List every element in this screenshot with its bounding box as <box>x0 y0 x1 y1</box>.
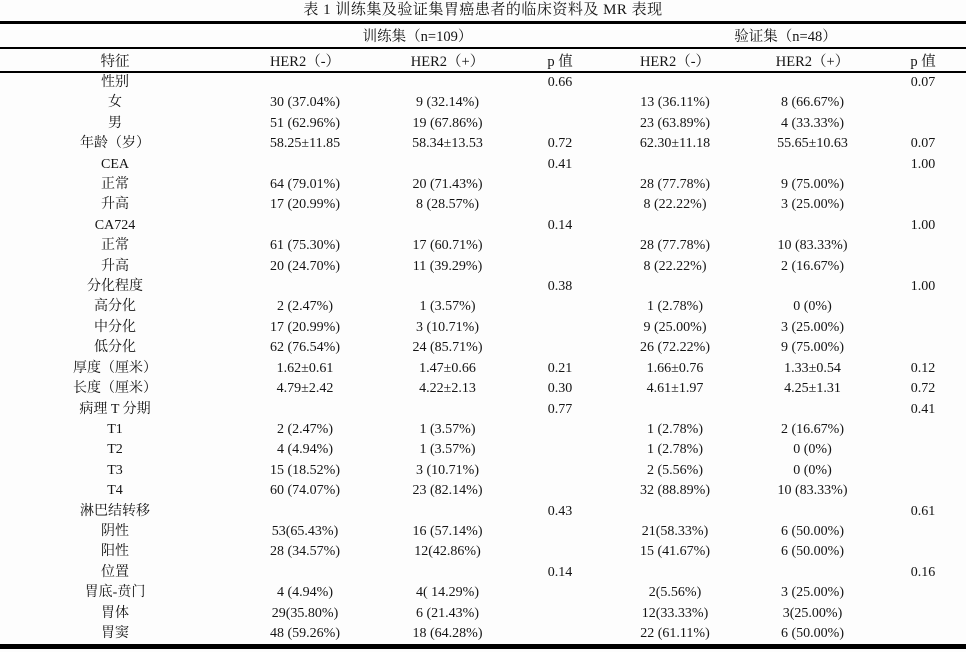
table-cell: 1 (3.57%) <box>419 442 476 458</box>
table-cell <box>880 542 966 562</box>
table-cell: 1 (2.78%) <box>647 421 703 437</box>
table-cell: 62.30±11.18 <box>639 136 711 152</box>
table-cell: 胃窦 <box>101 625 129 641</box>
table-row <box>0 318 966 338</box>
table-cell: 28 (34.57%) <box>270 544 340 560</box>
table-cell: 13 (36.11%) <box>640 95 710 111</box>
table-row <box>0 175 966 195</box>
table-cell: 10 (83.33%) <box>777 483 848 499</box>
table-row <box>0 155 966 175</box>
table-cell: 6 (50.00%) <box>781 544 844 560</box>
table-cell <box>880 175 966 195</box>
table-cell: 10 (83.33%) <box>777 238 848 254</box>
table-cell: 低分化 <box>94 340 136 356</box>
table-cell: 0 (0%) <box>793 442 832 458</box>
table-cell <box>880 318 966 338</box>
table-cell <box>515 338 605 358</box>
table-cell <box>515 604 605 624</box>
table-cell: 0.21 <box>547 360 573 376</box>
table-cell: 中分化 <box>94 319 136 335</box>
table-cell: 4 (4.94%) <box>277 442 333 458</box>
group-header-validation-set: 验证集（n=48） <box>605 23 966 49</box>
clinical-data-table <box>0 21 966 649</box>
table-cell: 升高 <box>101 258 129 274</box>
table-cell: 61 (75.30%) <box>270 238 340 254</box>
table-cell: 2 (2.47%) <box>277 421 333 437</box>
table-cell: 1.00 <box>910 279 936 295</box>
table-cell <box>880 338 966 358</box>
table-cell: 9 (32.14%) <box>416 95 479 111</box>
table-cell <box>880 604 966 624</box>
table-cell: 3 (25.00%) <box>781 197 844 213</box>
table-cell: 4.25±1.31 <box>784 381 841 397</box>
table-cell: 1.66±0.76 <box>646 360 704 376</box>
table-cell <box>605 400 745 420</box>
column-header-row <box>0 48 966 72</box>
table-cell: 12(33.33%) <box>641 605 709 621</box>
table-cell: 4( 14.29%) <box>416 585 479 601</box>
table-cell <box>605 277 745 297</box>
table-cell: 8 (22.22%) <box>643 258 707 274</box>
table-cell: 1 (3.57%) <box>419 421 476 437</box>
table-cell: 正常 <box>101 238 129 254</box>
table-cell <box>515 175 605 195</box>
table-cell <box>880 297 966 317</box>
table-cell <box>745 563 880 583</box>
table-row <box>0 359 966 379</box>
table-cell: 6 (21.43%) <box>416 605 479 621</box>
table-cell <box>515 461 605 481</box>
table-cell <box>230 502 380 522</box>
table-cell: 3 (10.71%) <box>416 462 479 478</box>
table-row <box>0 134 966 154</box>
table-cell <box>745 216 880 236</box>
table-cell: 4 (33.33%) <box>781 115 844 131</box>
table-cell: 4.61±1.97 <box>646 381 704 397</box>
table-cell: 51 (62.96%) <box>270 115 340 131</box>
table-row <box>0 624 966 647</box>
table-body <box>0 72 966 647</box>
table-cell: 58.34±13.53 <box>412 136 483 152</box>
column-header-train-p-value: p 值 <box>515 48 605 72</box>
table-cell <box>605 563 745 583</box>
table-row <box>0 72 966 93</box>
table-cell: 0.30 <box>547 381 573 397</box>
table-cell <box>230 277 380 297</box>
table-cell <box>230 563 380 583</box>
table-cell: 21(58.33%) <box>641 523 709 539</box>
table-cell <box>515 542 605 562</box>
table-cell: 正常 <box>101 177 129 193</box>
table-cell <box>380 563 515 583</box>
table-cell: T3 <box>107 462 123 478</box>
table-cell: 0.72 <box>910 381 936 397</box>
table-cell <box>380 277 515 297</box>
table-cell: 0.38 <box>547 279 573 295</box>
table-cell: 男 <box>108 115 122 131</box>
table-cell <box>605 72 745 93</box>
table-cell: 23 (82.14%) <box>412 483 483 499</box>
table-cell: 17 (60.71%) <box>412 238 483 254</box>
table-cell <box>515 114 605 134</box>
table-cell: 16 (57.14%) <box>412 523 483 539</box>
table-cell: 48 (59.26%) <box>270 625 340 641</box>
table-cell: 0.14 <box>547 564 573 580</box>
table-cell <box>745 277 880 297</box>
table-cell: 2 (2.47%) <box>277 299 333 315</box>
table-cell: 4.79±2.42 <box>276 381 334 397</box>
table-cell <box>880 195 966 215</box>
table-cell: 26 (72.22%) <box>640 340 710 356</box>
table-cell: 55.65±10.63 <box>777 136 848 152</box>
table-row <box>0 277 966 297</box>
table-cell: 0.12 <box>910 360 936 376</box>
table-row <box>0 502 966 522</box>
column-header-val-her2-pos: HER2（+） <box>745 48 880 72</box>
table-cell <box>880 583 966 603</box>
table-cell: 女 <box>108 95 122 111</box>
table-cell: 12(42.86%) <box>414 544 481 560</box>
table-cell: 60 (74.07%) <box>270 483 340 499</box>
table-cell: 15 (18.52%) <box>270 462 340 478</box>
table-cell: 32 (88.89%) <box>640 483 710 499</box>
table-row <box>0 195 966 215</box>
table-cell <box>515 195 605 215</box>
table-cell: 0.77 <box>547 401 573 417</box>
table-cell: 1.00 <box>910 217 936 233</box>
column-header-train-her2-pos: HER2（+） <box>380 48 515 72</box>
table-cell <box>605 502 745 522</box>
table-row <box>0 481 966 501</box>
table-cell <box>515 318 605 338</box>
table-cell <box>745 400 880 420</box>
table-cell: T1 <box>107 421 123 437</box>
table-cell: 0.07 <box>910 75 936 90</box>
table-cell: 9 (75.00%) <box>781 340 844 356</box>
table-cell: 淋巴结转移 <box>80 503 150 519</box>
table-cell: 1 (2.78%) <box>647 299 703 315</box>
table-cell: 3(25.00%) <box>782 605 843 621</box>
table-row <box>0 216 966 236</box>
table-row <box>0 420 966 440</box>
table-cell: 8 (22.22%) <box>643 197 707 213</box>
table-cell <box>880 481 966 501</box>
table-cell: 3 (25.00%) <box>781 319 844 335</box>
table-cell <box>880 420 966 440</box>
table-cell: 胃体 <box>101 605 129 621</box>
table-cell: 17 (20.99%) <box>270 319 340 335</box>
table-cell: 1.00 <box>910 156 936 172</box>
table-cell: 3 (25.00%) <box>781 585 844 601</box>
table-row <box>0 114 966 134</box>
table-cell: 位置 <box>101 564 129 580</box>
table-cell <box>380 155 515 175</box>
table-cell: 1.33±0.54 <box>784 360 841 376</box>
table-cell: 病理 T 分期 <box>79 401 151 417</box>
table-cell: 0.61 <box>910 503 936 519</box>
table-header <box>0 23 966 73</box>
table-cell <box>515 522 605 542</box>
table-row <box>0 563 966 583</box>
table-cell <box>515 583 605 603</box>
column-header-val-p-value: p 值 <box>880 48 966 72</box>
table-row <box>0 461 966 481</box>
table-cell: 9 (25.00%) <box>643 319 707 335</box>
table-row <box>0 604 966 624</box>
table-cell: T4 <box>107 483 123 499</box>
table-cell: 0 (0%) <box>793 299 832 315</box>
table-cell <box>880 114 966 134</box>
table-cell: 0.43 <box>547 503 573 519</box>
table-cell: 0.41 <box>547 156 573 172</box>
table-cell: 2 (16.67%) <box>781 421 844 437</box>
table-cell: 0.72 <box>547 136 573 152</box>
table-cell: 阳性 <box>101 544 129 560</box>
table-cell <box>605 155 745 175</box>
table-cell: 17 (20.99%) <box>270 197 340 213</box>
table-cell <box>380 72 515 93</box>
table-cell: 2(5.56%) <box>648 585 702 601</box>
table-cell <box>880 624 966 647</box>
table-cell: 53(65.43%) <box>271 523 339 539</box>
table-cell: 高分化 <box>94 299 136 315</box>
table-cell: 2 (5.56%) <box>647 462 703 478</box>
table-cell: 29(35.80%) <box>271 605 339 621</box>
table-cell <box>880 257 966 277</box>
table-cell: 4.22±2.13 <box>419 381 476 397</box>
table-cell <box>515 236 605 256</box>
table-cell <box>515 440 605 460</box>
table-cell: 28 (77.78%) <box>640 177 710 193</box>
table-cell <box>515 93 605 113</box>
table-cell <box>880 522 966 542</box>
table-cell: 2 (16.67%) <box>781 258 844 274</box>
table-cell: 长度（厘米） <box>73 381 157 397</box>
table-cell: 0.66 <box>547 75 573 90</box>
table-cell <box>515 257 605 277</box>
table-cell: 阴性 <box>101 523 129 539</box>
table-cell: 胃底-贲门 <box>84 585 146 601</box>
table-cell: 62 (76.54%) <box>270 340 340 356</box>
table-cell: 58.25±11.85 <box>269 136 341 152</box>
table-cell <box>230 216 380 236</box>
table-cell: 28 (77.78%) <box>640 238 710 254</box>
table-cell: 15 (41.67%) <box>640 544 710 560</box>
table-cell: 23 (63.89%) <box>640 115 710 131</box>
table-cell: 30 (37.04%) <box>270 95 340 111</box>
table-cell <box>880 93 966 113</box>
table-cell: 6 (50.00%) <box>781 523 844 539</box>
table-cell: 3 (10.71%) <box>416 319 479 335</box>
table-row <box>0 297 966 317</box>
table-cell: 年龄（岁） <box>80 136 150 152</box>
table-cell: 1.47±0.66 <box>419 360 476 376</box>
table-title: 表 1 训练集及验证集胃癌患者的临床资料及 MR 表现 <box>303 2 663 18</box>
table-cell: 11 (39.29%) <box>412 258 483 274</box>
table-cell: 4 (4.94%) <box>277 585 333 601</box>
table-cell: 升高 <box>101 197 129 213</box>
table-cell <box>380 216 515 236</box>
table-row <box>0 93 966 113</box>
table-cell <box>745 502 880 522</box>
table-cell: 1.62±0.61 <box>276 360 334 376</box>
table-cell: 6 (50.00%) <box>781 625 844 641</box>
table-cell <box>380 502 515 522</box>
table-row <box>0 257 966 277</box>
table-cell: 8 (66.67%) <box>781 95 844 111</box>
table-row <box>0 522 966 542</box>
table-row <box>0 542 966 562</box>
table-cell <box>605 216 745 236</box>
table-cell: CEA <box>101 156 129 172</box>
table-cell: 分化程度 <box>87 279 143 295</box>
table-cell: 24 (85.71%) <box>412 340 483 356</box>
table-cell <box>880 236 966 256</box>
table-cell: 0.16 <box>910 564 936 580</box>
column-header-val-her2-neg: HER2（-） <box>605 48 745 72</box>
column-header-feature: 特征 <box>0 48 230 72</box>
table-cell: 厚度（厘米） <box>73 360 157 376</box>
table-row <box>0 379 966 399</box>
table-cell: 0.41 <box>910 401 936 417</box>
table-cell: 22 (61.11%) <box>640 625 710 641</box>
table-cell <box>230 400 380 420</box>
table-cell: 64 (79.01%) <box>270 177 340 193</box>
table-cell: 19 (67.86%) <box>412 115 483 131</box>
table-cell: 0.14 <box>547 217 573 233</box>
table-cell: 20 (24.70%) <box>270 258 340 274</box>
table-cell: 0.07 <box>910 136 936 152</box>
table-cell: 0 (0%) <box>793 462 832 478</box>
table-row <box>0 338 966 358</box>
table-cell: 性别 <box>101 75 129 90</box>
group-header-training-set: 训练集（n=109） <box>230 23 605 49</box>
table-cell <box>745 72 880 93</box>
group-header-spacer <box>0 23 230 49</box>
column-header-train-her2-neg: HER2（-） <box>230 48 380 72</box>
table-cell <box>880 440 966 460</box>
table-cell <box>880 461 966 481</box>
table-row <box>0 400 966 420</box>
table-cell <box>515 420 605 440</box>
table-cell: 18 (64.28%) <box>412 625 483 641</box>
table-cell <box>515 297 605 317</box>
table-cell: 1 (3.57%) <box>419 299 476 315</box>
table-cell <box>230 72 380 93</box>
table-cell: 9 (75.00%) <box>781 177 844 193</box>
table-cell: 1 (2.78%) <box>647 442 703 458</box>
table-row <box>0 440 966 460</box>
table-cell <box>380 400 515 420</box>
group-header-row <box>0 23 966 49</box>
table-cell: 20 (71.43%) <box>412 177 483 193</box>
table-cell: T2 <box>107 442 123 458</box>
table-row <box>0 583 966 603</box>
table-cell <box>515 624 605 647</box>
table-cell: 8 (28.57%) <box>416 197 479 213</box>
table-row <box>0 236 966 256</box>
table-cell <box>515 481 605 501</box>
table-cell: CA724 <box>94 217 136 233</box>
table-cell <box>230 155 380 175</box>
table-cell <box>745 155 880 175</box>
